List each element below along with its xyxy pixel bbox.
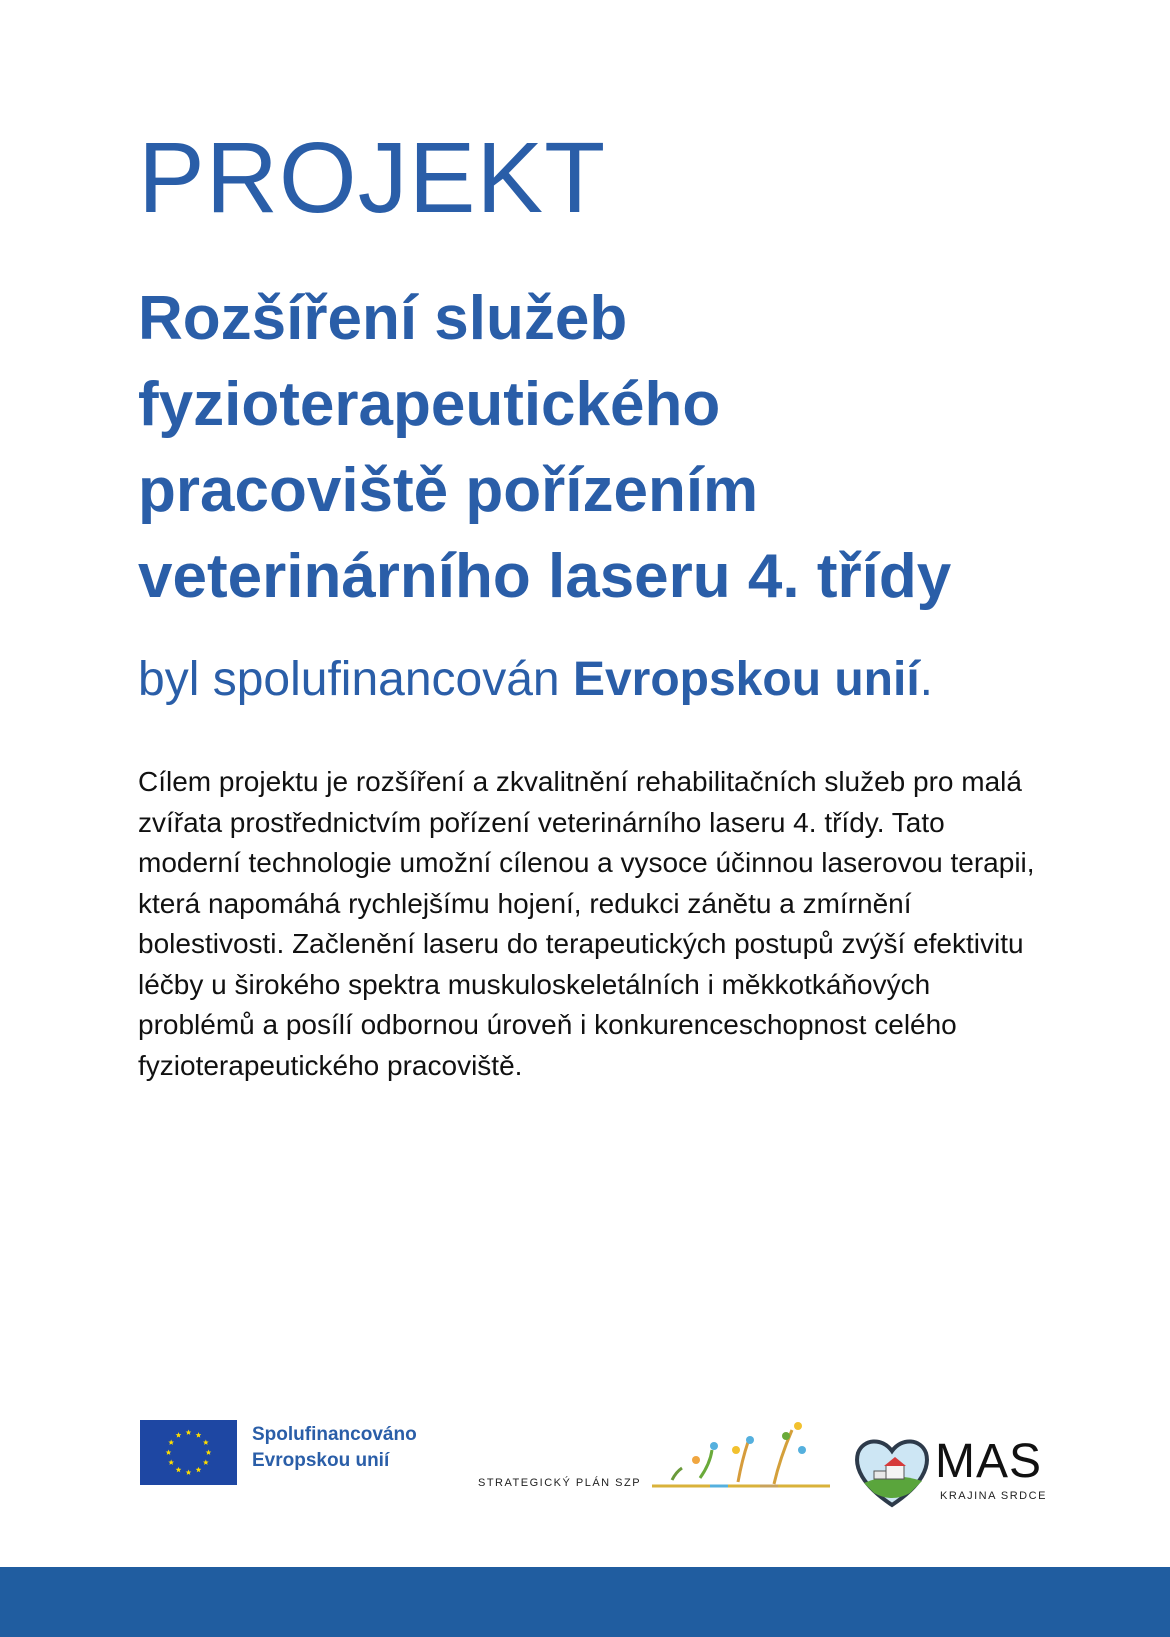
mas-logo-text: MAS <box>935 1435 1043 1488</box>
cofinancing-prefix: byl spolufinancován <box>138 653 573 706</box>
bottom-bar <box>0 1567 1170 1637</box>
cofinancing-emphasis: Evropskou unií <box>572 653 920 706</box>
poster-content <box>138 122 1038 1086</box>
project-title: Rozšíření služeb fyzioterapeutického pracoviště pořízením veterinárního laseru 4. třídy <box>138 284 952 611</box>
mas-heart-icon <box>852 1435 932 1510</box>
eu-logo-text <box>252 1422 417 1474</box>
cofinancing-suffix: . <box>919 653 934 706</box>
szp-logo-text: STRATEGICKÝ PLÁN SZP <box>478 1477 642 1489</box>
project-description: Cílem projektu je rozšíření a zkvalitnění rehabilitačních služeb pro malá zvířata prostřednictvím pořízení veterinárního laseru 4. třídy. Tato moderní technologie umožní cílenou a vysoce účinnou laserovou terapii, která napomáhá rychlejšímu hojení, redukci zánětu a zmírnění bolestivosti. Začlenění laseru do terapeutických postupů zvýší efektivitu léčby u širokého spektra muskuloskeletálních i měkkotkáňových problémů a posílí odbornou úroveň i konkurenceschopnost celého fyzioterapeutického pracoviště. <box>138 766 1035 1081</box>
cofinancing-statement <box>138 650 938 710</box>
page-heading: PROJEKT <box>138 122 607 234</box>
eu-logo-line-1: Spolufinancováno <box>252 1424 417 1445</box>
footer-logos <box>140 1420 1060 1520</box>
szp-plants-icon <box>652 1420 832 1492</box>
eu-flag-icon <box>140 1420 237 1485</box>
mas-logo-subtitle: KRAJINA SRDCE <box>940 1490 1047 1502</box>
eu-logo-line-2: Evropskou unií <box>252 1450 390 1471</box>
